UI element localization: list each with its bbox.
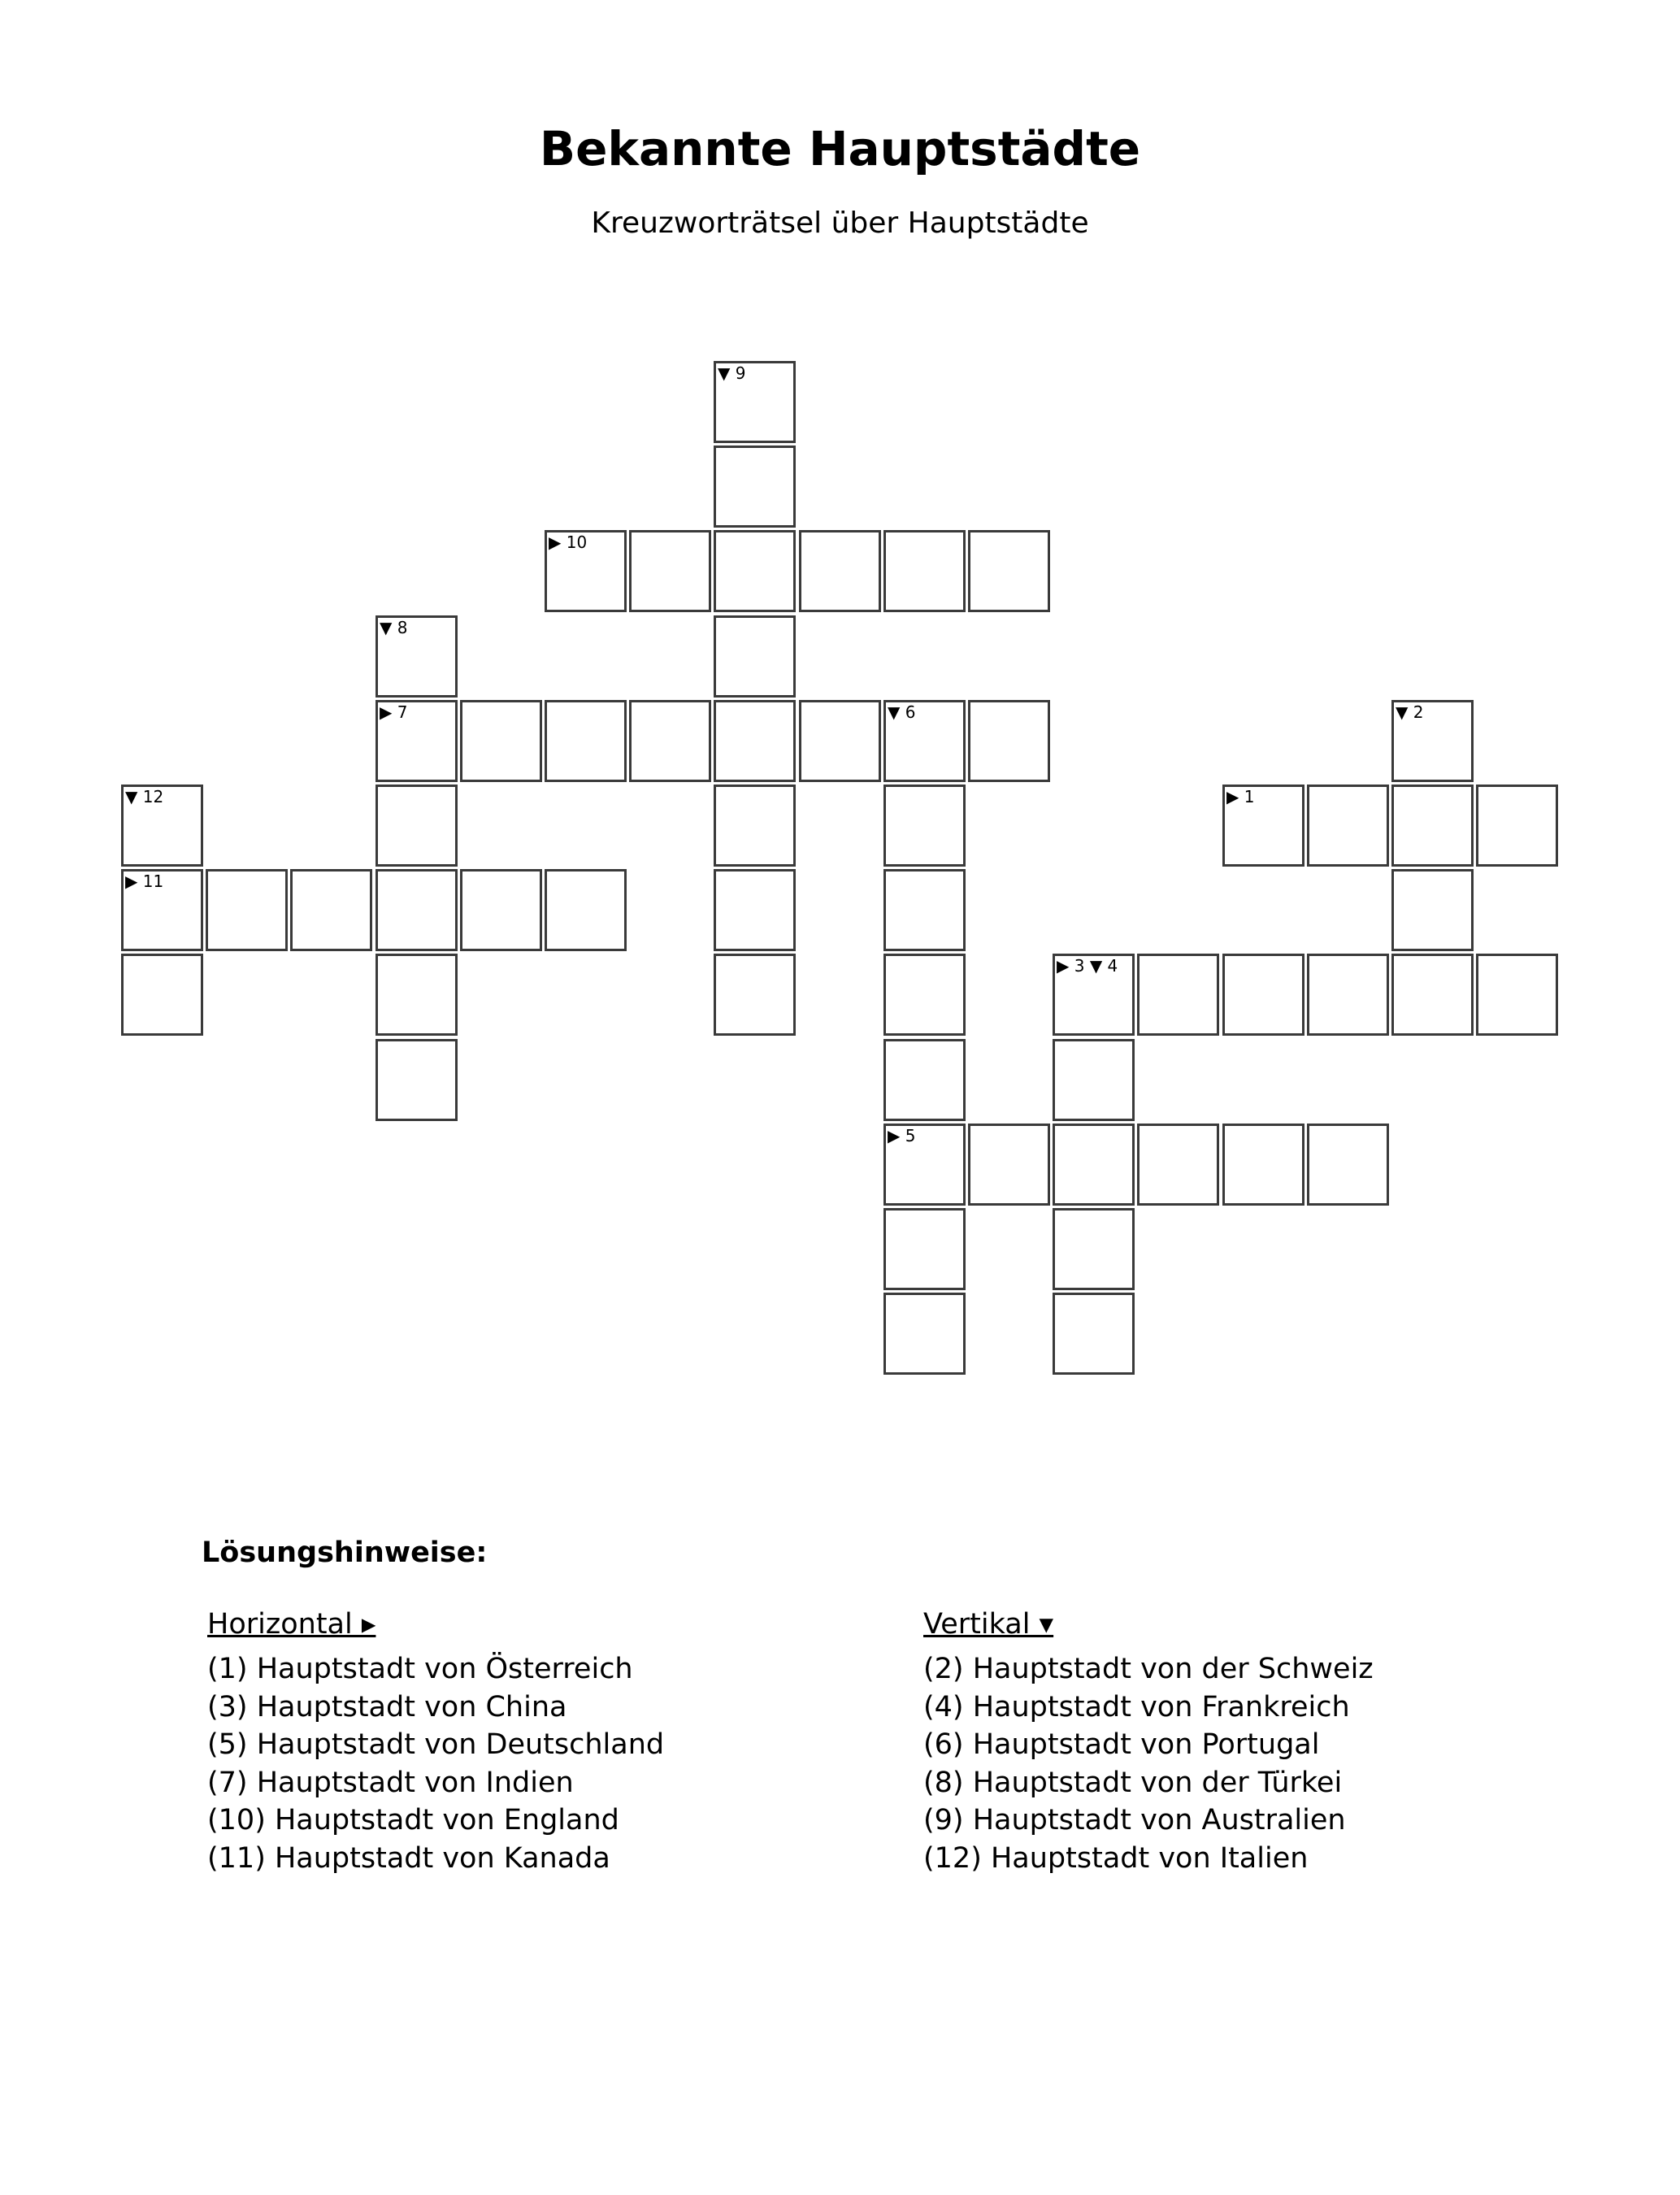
crossword-cell[interactable] (1222, 1124, 1304, 1206)
crossword-cell[interactable] (1137, 954, 1219, 1036)
crossword-cell[interactable] (1307, 954, 1389, 1036)
crossword-cell[interactable] (629, 700, 711, 782)
crossword-cell[interactable] (376, 954, 458, 1036)
crossword-cell[interactable] (1391, 954, 1474, 1036)
clue-number-label: ▶ 5 (888, 1126, 916, 1145)
vertical-clues-column (923, 1606, 1574, 1877)
clue-number-label: ▼ 9 (718, 363, 746, 383)
crossword-cell[interactable] (1137, 1124, 1219, 1206)
clue-down-4: (4) Hauptstadt von Frankreich (923, 1690, 1350, 1723)
crossword-cell[interactable] (545, 700, 627, 782)
crossword-cell[interactable] (121, 869, 203, 951)
clue-down-2: (2) Hauptstadt von der Schweiz (923, 1653, 1374, 1685)
crossword-cell[interactable] (376, 1039, 458, 1121)
clue-down-8: (8) Hauptstadt von der Türkei (923, 1766, 1343, 1799)
crossword-cell[interactable] (206, 869, 288, 951)
horizontal-clues-column (207, 1606, 857, 1877)
crossword-cell[interactable] (1391, 869, 1474, 951)
crossword-cell[interactable] (714, 446, 796, 528)
crossword-cell[interactable] (460, 869, 542, 951)
clue-number-label: ▶ 1 (1226, 787, 1255, 806)
crossword-cell[interactable] (545, 869, 627, 951)
crossword-cell[interactable] (1476, 954, 1558, 1036)
crossword-cell[interactable] (1053, 954, 1135, 1036)
crossword-cell[interactable] (968, 1124, 1050, 1206)
hints-heading: Lösungshinweise: (202, 1536, 488, 1569)
crossword-cell[interactable] (1391, 785, 1474, 867)
page-subtitle: Kreuzworträtsel über Hauptstädte (591, 206, 1089, 240)
crossword-cell[interactable] (883, 1039, 966, 1121)
clue-number-label: ▼ 6 (888, 702, 916, 722)
crossword-cell[interactable] (460, 700, 542, 782)
page-title: Bekannte Hauptstädte (539, 121, 1141, 176)
clue-number-label: ▼ 12 (125, 787, 164, 806)
crossword-cell[interactable] (376, 615, 458, 698)
crossword-cell[interactable] (1476, 785, 1558, 867)
crossword-cell[interactable] (1053, 1039, 1135, 1121)
crossword-cell[interactable] (1222, 954, 1304, 1036)
crossword-cell[interactable] (545, 530, 627, 612)
crossword-cell[interactable] (290, 869, 372, 951)
clue-number-label: ▼ 2 (1396, 702, 1424, 722)
crossword-cell[interactable] (376, 700, 458, 782)
clue-across-5: (5) Hauptstadt von Deutschland (207, 1728, 665, 1761)
crossword-cell[interactable] (883, 785, 966, 867)
clue-down-6: (6) Hauptstadt von Portugal (923, 1728, 1320, 1761)
crossword-cell[interactable] (121, 785, 203, 867)
crossword-cell[interactable] (883, 530, 966, 612)
crossword-cell[interactable] (629, 530, 711, 612)
crossword-cell[interactable] (714, 869, 796, 951)
clue-across-1: (1) Hauptstadt von Österreich (207, 1653, 633, 1685)
crossword-cell[interactable] (1307, 785, 1389, 867)
clue-down-12: (12) Hauptstadt von Italien (923, 1841, 1309, 1875)
crossword-cell[interactable] (883, 869, 966, 951)
clue-across-10: (10) Hauptstadt von England (207, 1804, 619, 1836)
crossword-cell[interactable] (883, 700, 966, 782)
crossword-cell[interactable] (714, 615, 796, 698)
crossword-cell[interactable] (968, 700, 1050, 782)
clue-across-7: (7) Hauptstadt von Indien (207, 1766, 574, 1799)
crossword-cell[interactable] (1053, 1124, 1135, 1206)
crossword-cell[interactable] (376, 869, 458, 951)
crossword-cell[interactable] (1053, 1208, 1135, 1290)
clue-across-11: (11) Hauptstadt von Kanada (207, 1841, 610, 1875)
crossword-cell[interactable] (714, 700, 796, 782)
vertical-heading: Vertikal ▾ (923, 1608, 1054, 1641)
crossword-cell[interactable] (799, 530, 881, 612)
clue-across-3: (3) Hauptstadt von China (207, 1690, 567, 1723)
crossword-cell[interactable] (714, 530, 796, 612)
crossword-cell[interactable] (968, 530, 1050, 612)
crossword-cell[interactable] (883, 1124, 966, 1206)
clue-down-9: (9) Hauptstadt von Australien (923, 1804, 1346, 1836)
clue-number-label: ▶ 10 (549, 532, 588, 552)
crossword-cell[interactable] (883, 954, 966, 1036)
crossword-cell[interactable] (883, 1208, 966, 1290)
crossword-cell[interactable] (1391, 700, 1474, 782)
crossword-cell[interactable] (714, 361, 796, 443)
crossword-cell[interactable] (883, 1293, 966, 1375)
crossword-cell[interactable] (714, 954, 796, 1036)
clue-number-label: ▼ 8 (380, 618, 408, 637)
crossword-cell[interactable] (799, 700, 881, 782)
crossword-cell[interactable] (714, 785, 796, 867)
crossword-cell[interactable] (121, 954, 203, 1036)
crossword-cell[interactable] (1053, 1293, 1135, 1375)
crossword-cell[interactable] (1222, 785, 1304, 867)
clue-number-label: ▶ 7 (380, 702, 408, 722)
clue-number-label: ▶ 11 (125, 871, 164, 891)
crossword-cell[interactable] (1307, 1124, 1389, 1206)
clue-number-label: ▶ 3 ▼ 4 (1057, 956, 1118, 976)
crossword-cell[interactable] (376, 785, 458, 867)
horizontal-heading: Horizontal ▸ (207, 1608, 376, 1641)
